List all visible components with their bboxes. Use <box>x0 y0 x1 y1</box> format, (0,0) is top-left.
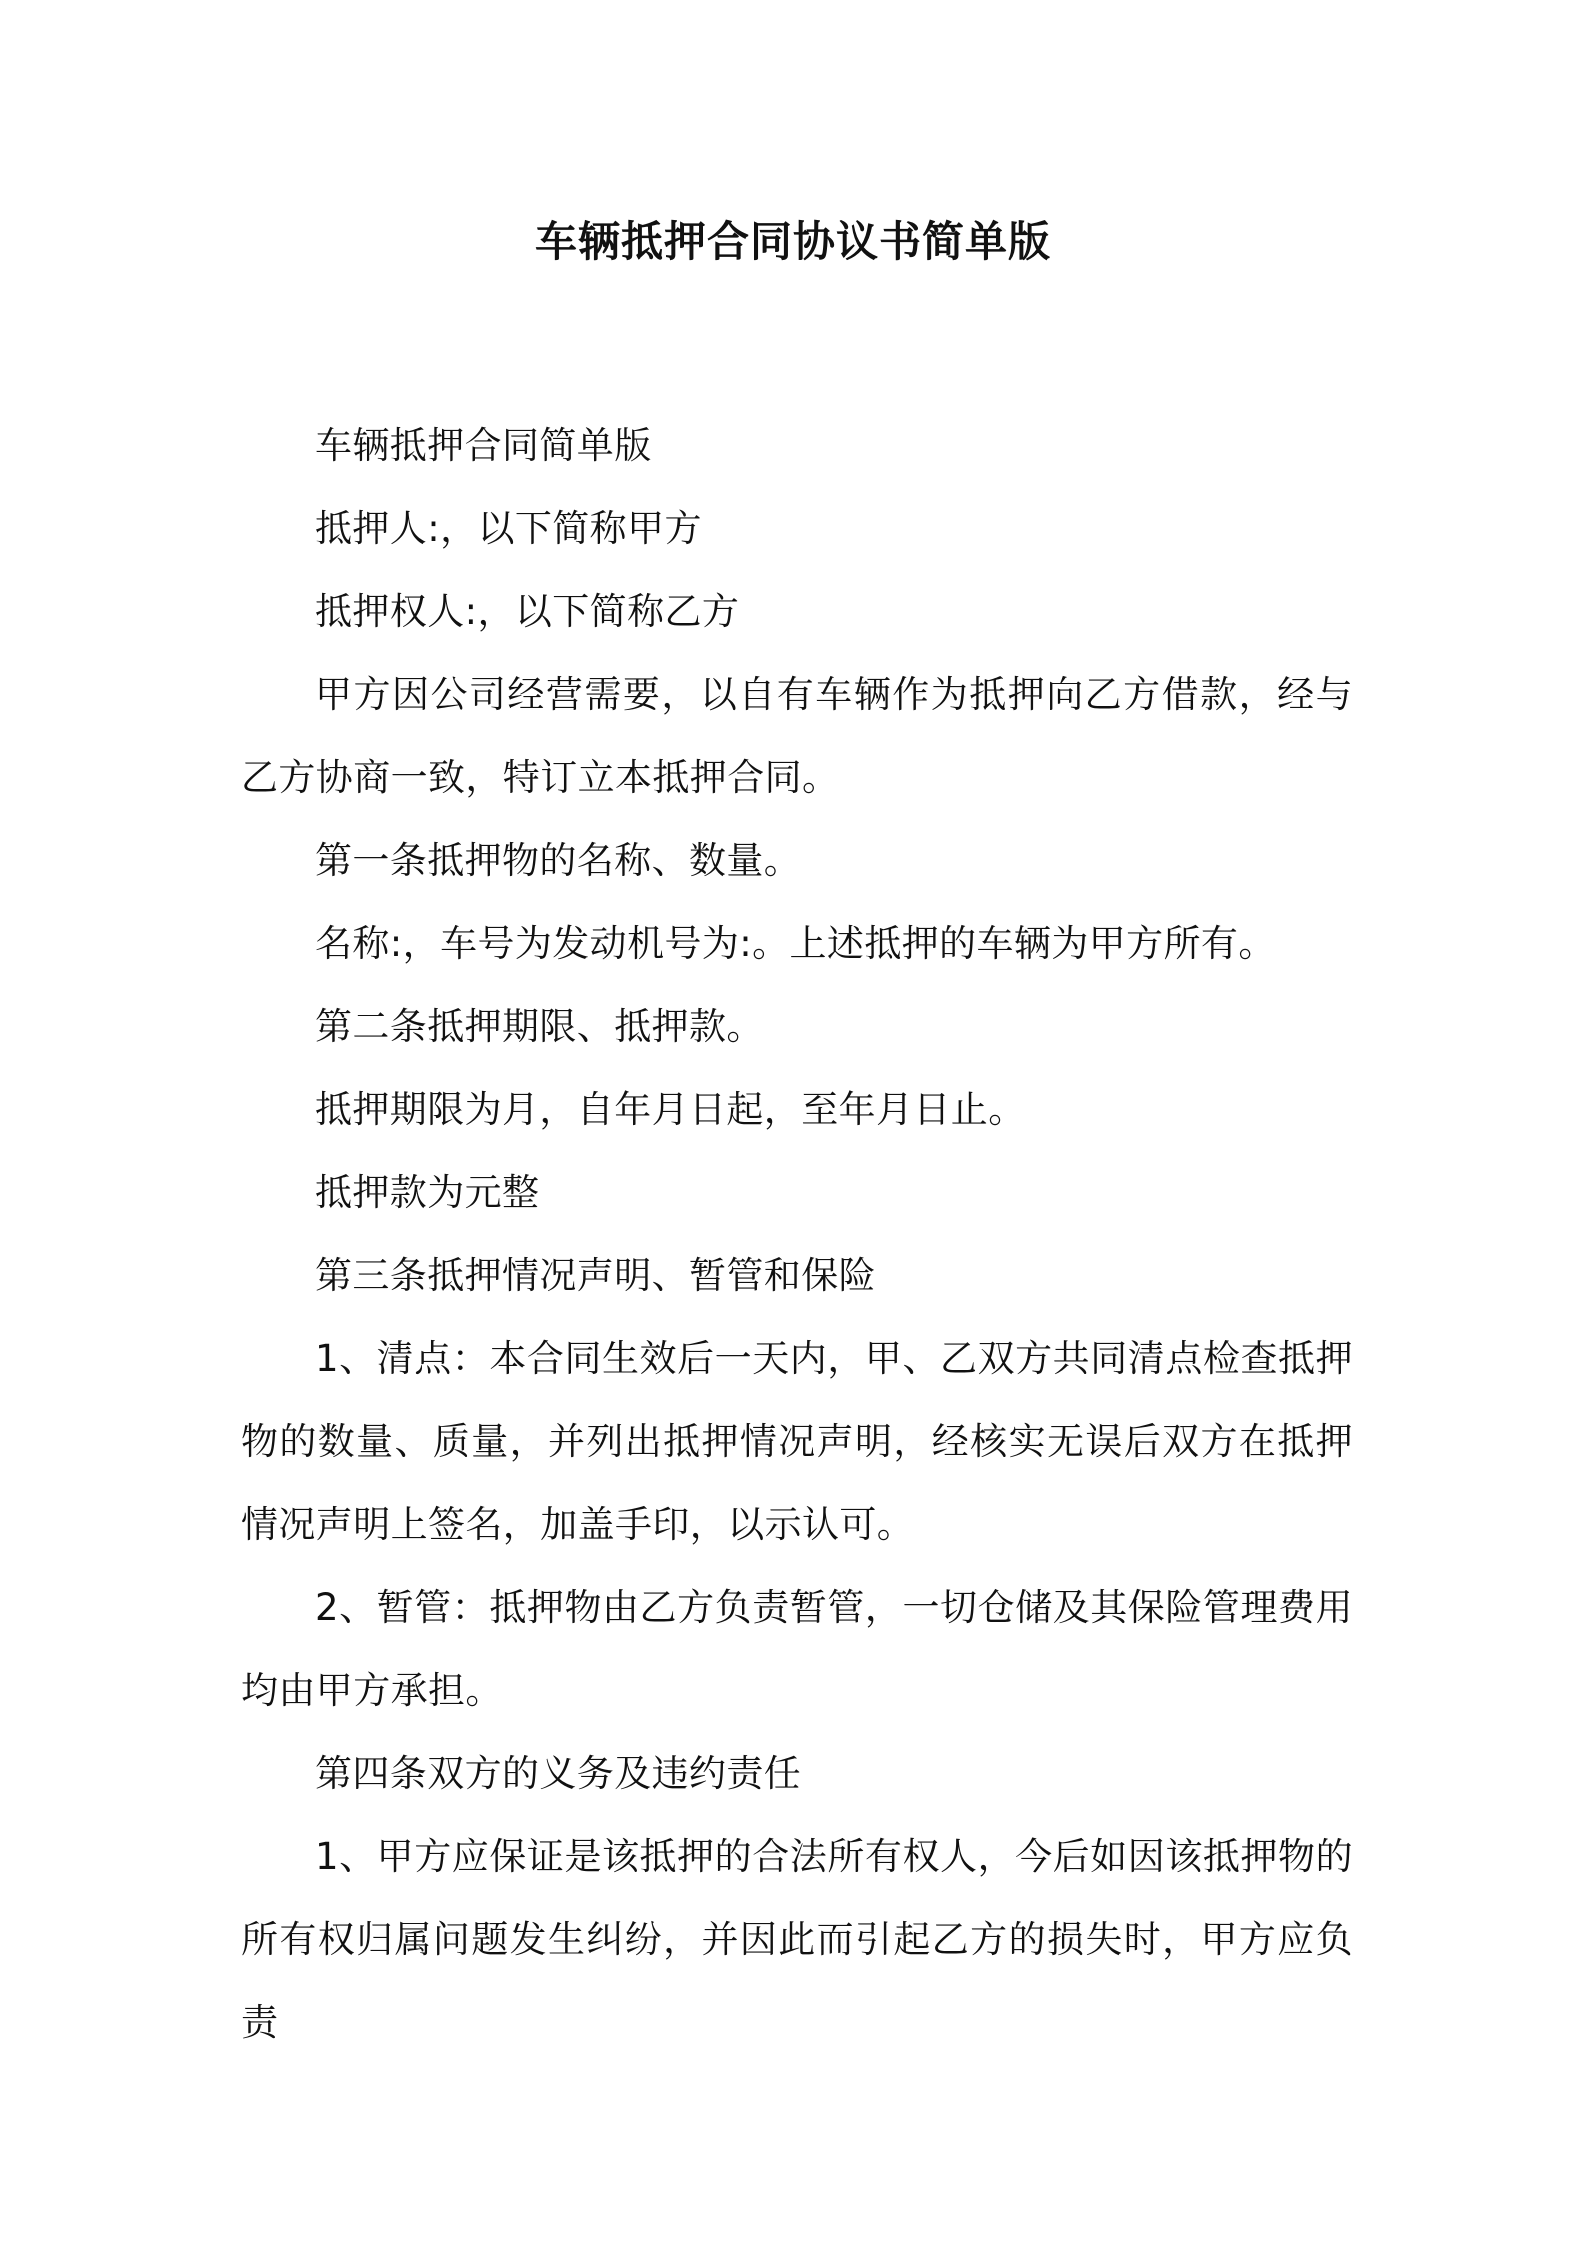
document-title: 车辆抵押合同协议书简单版 <box>534 217 1051 266</box>
paragraph-amount: 抵押款为元整 <box>315 1171 540 1214</box>
paragraph-term: 抵押期限为月，自年月日起，至年月日止。 <box>315 1088 1026 1131</box>
paragraph-article-4-item-1: 1、甲方应保证是该抵押的合法所有权人，今后如因该抵押物的所有权归属问题发生纠纷，并因此而引起乙方的损失时，甲方应负责 <box>241 1835 1353 2044</box>
paragraph-article-3: 第三条抵押情况声明、暂管和保险 <box>315 1254 876 1297</box>
paragraph-article-1-detail: 名称:，车号为发动机号为:。上述抵押的车辆为甲方所有。 <box>315 922 1276 965</box>
paragraph-article-2: 第二条抵押期限、抵押款。 <box>315 1005 764 1048</box>
paragraph-preamble: 甲方因公司经营需要，以自有车辆作为抵押向乙方借款，经与乙方协商一致，特订立本抵押合同。 <box>241 673 1353 799</box>
paragraph-article-3-item-2: 2、暂管：抵押物由乙方负责暂管，一切仓储及其保险管理费用均由甲方承担。 <box>241 1586 1353 1712</box>
paragraph-article-3-item-1: 1、清点：本合同生效后一天内，甲、乙双方共同清点检查抵押物的数量、质量，并列出抵押情况声明，经核实无误后双方在抵押情况声明上签名，加盖手印，以示认可。 <box>241 1337 1353 1546</box>
paragraph-mortgagee: 抵押权人:，以下简称乙方 <box>315 590 740 633</box>
paragraph-heading: 车辆抵押合同简单版 <box>315 424 652 467</box>
paragraph-article-1: 第一条抵押物的名称、数量。 <box>315 839 802 882</box>
paragraph-article-4: 第四条双方的义务及违约责任 <box>315 1752 802 1795</box>
document-body <box>241 404 1353 2064</box>
paragraph-mortgagor: 抵押人:，以下简称甲方 <box>315 507 702 550</box>
